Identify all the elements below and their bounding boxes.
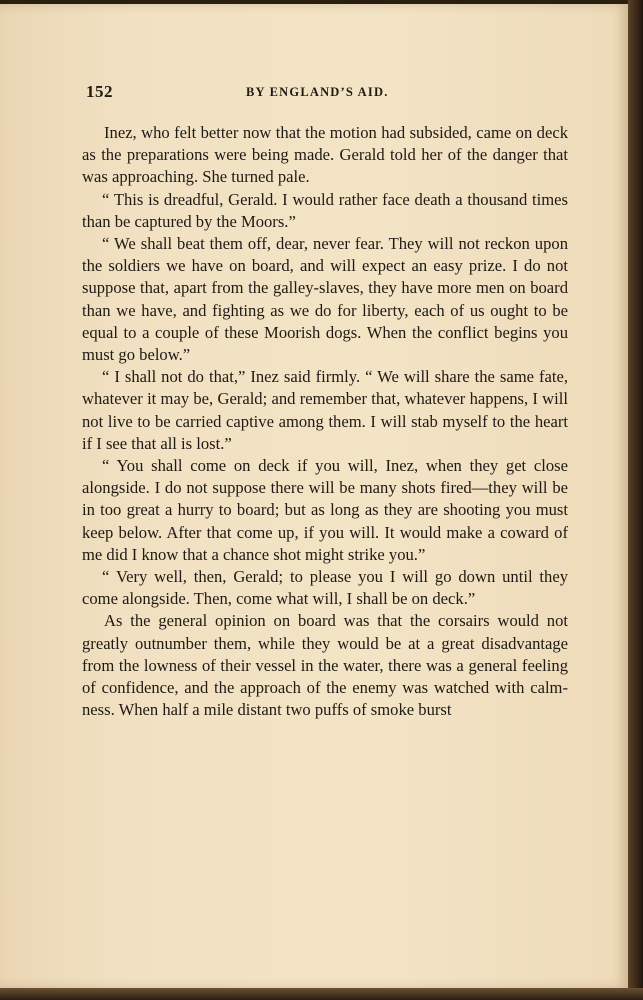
book-spine-edge [628, 0, 643, 1000]
paragraph: “ You shall come on deck if you will, Inez, when they get close alongside. I do not suppose there will be many shots fired—they will be in too great a hurry to board; but as long as they are shooting you must keep below. After that come up, if you will. It would make a coward of me did I know that a chance shot might strike you.” [82, 456, 568, 564]
paragraph: “ I shall not do that,” Inez said firmly. “ We will share the same fate, whatever it may be, Gerald; and remember that, whatever happens, I will not live to be carried captive among them. I will stab myself to the heart if I see that all is lost.” [82, 367, 568, 453]
paragraph: “ Very well, then, Gerald; to please you I will go down until they come alongside. Then, come what will, I shall be on deck.” [82, 567, 568, 609]
paragraph: “ This is dreadful, Gerald. I would rather face death a thousand times than be captured by the Moors.” [82, 189, 568, 231]
body-text [82, 122, 568, 721]
paragraph: “ We shall beat them off, dear, never fear. They will not reckon upon the soldiers we have on board, and will expect an easy prize. I do not suppose that, apart from the galley-slaves, they have more men on board than we have, and fighting as we do for liberty, each of us ought to be equal to a couple of these Moorish dogs. When the conflict begins you must go below.” [82, 234, 568, 365]
paragraph: Inez, who felt better now that the motion had subsided, came on deck as the preparations were being made. Gerald told her of the danger that was approaching. She turned pale. [82, 123, 568, 187]
page-number: 152 [86, 82, 113, 101]
book-bottom-edge [0, 988, 643, 1000]
book-page [0, 4, 628, 988]
paragraph: As the general opinion on board was that the corsairs would not greatly outnumber them, while they would be at a great disadvantage from the lowness of their vessel in the water, there was a general feeling of confidence, and the approach of the enemy was watched with calmness. When half a mile distant two puffs of smoke burst [82, 611, 568, 720]
running-title: BY ENGLAND’S AID. [246, 85, 389, 99]
running-head [86, 82, 566, 104]
